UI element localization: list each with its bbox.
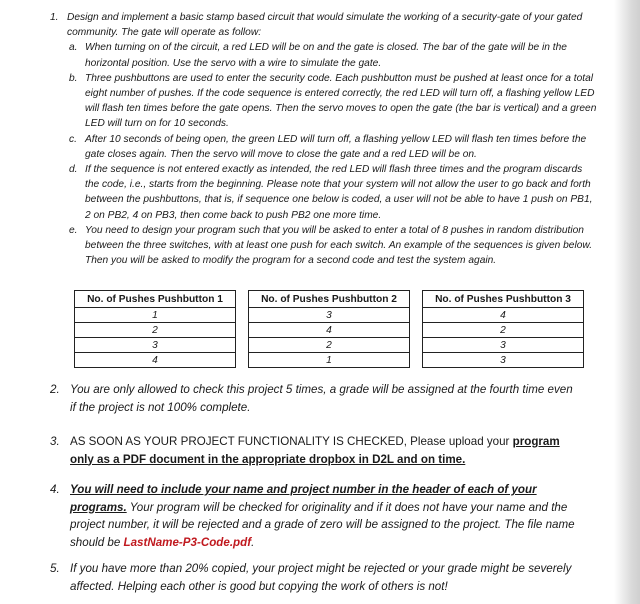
table-cell: 3	[75, 338, 236, 353]
question-3-emphasis: program only as a PDF document in the appropriate dropbox in D2L and on time.	[70, 435, 560, 466]
question-4-emphasis: You will need to include your name and project number in the header of each of your programs.	[70, 483, 537, 514]
item-text: After 10 seconds of being open, the green LED will turn off, a flashing yellow LED will flash ten times before the gate closes again. Then the servo will move to close the gate and a red LED will be on.	[85, 133, 587, 160]
item-text: When turning on of the circuit, a red LED will be on and the gate is closed. The bar of the gate will be in the horizontal position. Use the servo with a wire to simulate the gate.	[85, 42, 567, 69]
item-text: You need to design your program such that you will be asked to enter a total of 8 pushes in random distribution between the three switches, with at least one push for each switch. An example of the sequences is given below. Then you will be asked to modify the program for a second code and test the system again.	[85, 224, 593, 267]
question-4-text: Your program will be checked for originality and if it does not have your name and the project number, it will be rejected and a grade of zero will be assigned to the project. The file name should be	[70, 500, 575, 549]
table-cell: 4	[75, 353, 236, 368]
question-2-number: 2.	[50, 383, 60, 396]
question-1-number: 1.	[50, 12, 59, 23]
question-2	[50, 381, 580, 416]
question-5-number: 5.	[50, 562, 60, 575]
table-row	[75, 338, 584, 353]
table-row	[75, 323, 584, 338]
question-4-end: .	[251, 535, 255, 549]
table-cell: 1	[249, 353, 410, 368]
question-1-item-c	[67, 132, 598, 162]
item-text: Three pushbuttons are used to enter the security code. Each pushbutton must be pushed at least once for a total eight number of pushes. If the code sequence is entered correctly, the red LED will turn off, a flashing yellow LED will flash ten times before the gate opens. Then the servo moves to open the gate (the bar is vertical) and a green LED will turn on for 10 seconds.	[85, 72, 597, 130]
question-3-number: 3.	[50, 435, 60, 448]
table-cell: 3	[249, 308, 410, 323]
column-header: No. of Pushes Pushbutton 2	[249, 291, 410, 308]
question-1-intro: Design and implement a basic stamp based circuit that would simulate the working of a security-gate of your gated community. The gate will operate as follow:	[67, 12, 583, 39]
item-letter: e.	[69, 224, 78, 236]
question-5-text: If you have more than 20% copied, your project might be rejected or your grade might be severely affected. Helping each other is good but copying the work of others is not!	[70, 562, 572, 593]
column-header: No. of Pushes Pushbutton 3	[423, 291, 584, 308]
item-text: If the sequence is not entered exactly as intended, the red LED will flash three times and the program discards the code, i.e., starts from the beginning. Please note that your system will not allow the user to go back and forth between the pushbuttons, that is, if sequence one below is coded, a user will not be able to have 1 push on PB1, 2 on PB2, 4 on PB3, then come back to push PB2 one more time.	[85, 164, 593, 221]
table-cell: 2	[423, 323, 584, 338]
question-1	[50, 10, 598, 268]
item-letter: c.	[69, 133, 77, 145]
table-cell: 3	[423, 338, 584, 353]
table-row	[75, 353, 584, 368]
table-cell: 2	[249, 338, 410, 353]
question-5	[50, 560, 580, 595]
item-letter: a.	[69, 42, 78, 54]
required-filename: LastName-P3-Code.pdf	[123, 535, 252, 549]
question-1-item-a	[67, 40, 598, 70]
question-3	[50, 433, 580, 468]
table-cell: 4	[423, 308, 584, 323]
pushbutton-sequence-table	[74, 290, 584, 368]
question-1-item-e	[67, 223, 598, 269]
item-letter: d.	[69, 164, 78, 176]
question-2-text: You are only allowed to check this project 5 times, a grade will be assigned at the fourth time even if the project is not 100% complete.	[70, 383, 573, 414]
page-shadow-edge	[614, 0, 640, 604]
column-header: No. of Pushes Pushbutton 1	[75, 291, 236, 308]
question-1-item-d	[67, 162, 598, 223]
table-cell: 2	[75, 323, 236, 338]
table-cell: 1	[75, 308, 236, 323]
table-cell: 4	[249, 323, 410, 338]
question-3-text: AS SOON AS YOUR PROJECT FUNCTIONALITY IS CHECKED, Please upload your	[70, 435, 513, 448]
table-header-row	[75, 291, 584, 308]
item-letter: b.	[69, 72, 78, 84]
question-4-number: 4.	[50, 483, 60, 496]
table-cell: 3	[423, 353, 584, 368]
table-row	[75, 308, 584, 323]
question-1-item-b	[67, 71, 598, 132]
question-4	[50, 481, 580, 551]
